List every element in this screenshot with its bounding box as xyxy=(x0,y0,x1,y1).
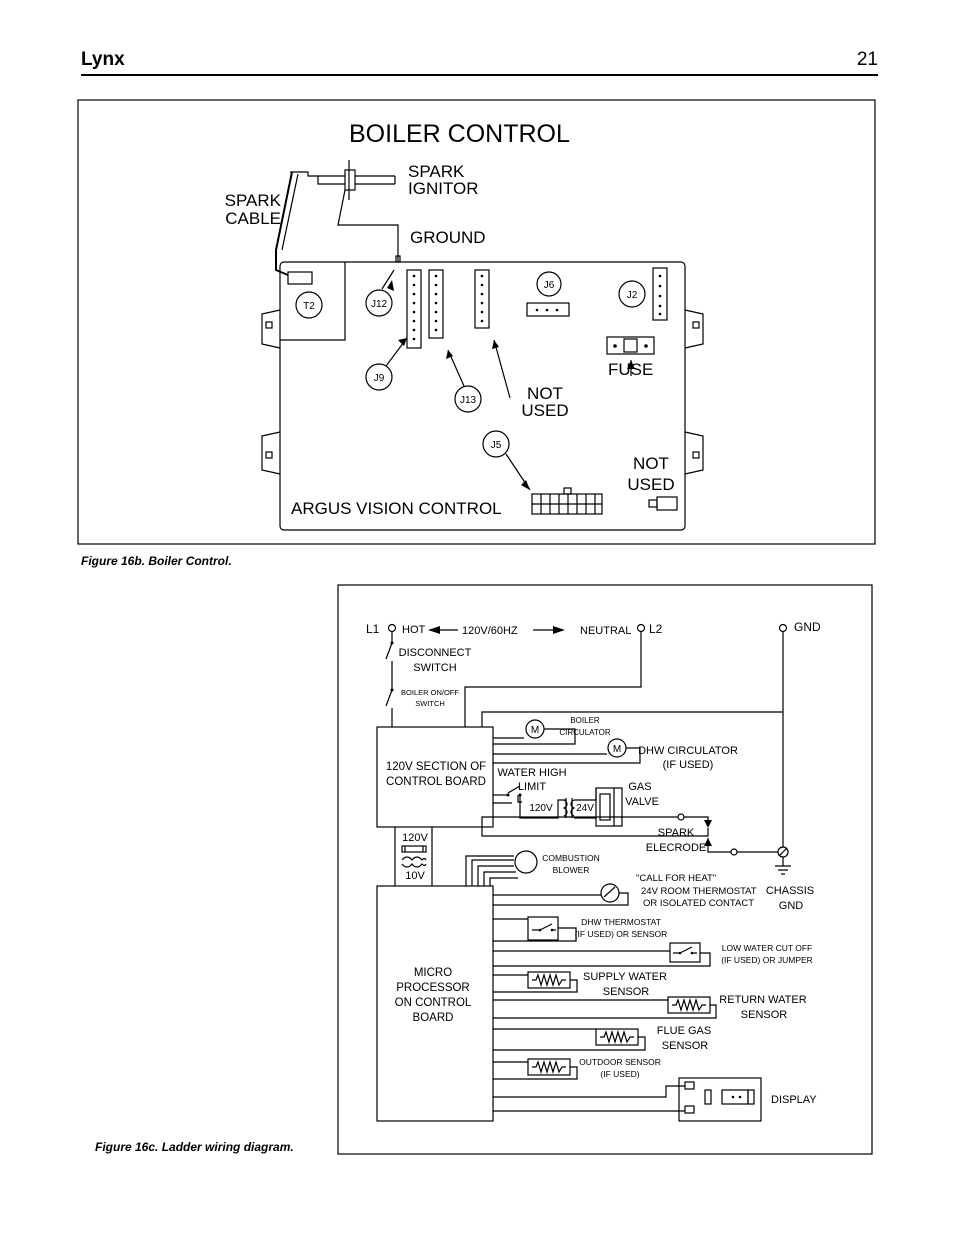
transformer-120v-label: 120V xyxy=(402,832,428,844)
call-for-heat-label: 24V ROOM THERMOSTAT xyxy=(641,886,757,897)
return-water-sensor-label: RETURN WATER xyxy=(719,994,807,1006)
supply-water-sensor-label: SUPPLY WATER xyxy=(583,971,667,983)
water-high-limit-label: LIMIT xyxy=(517,781,547,793)
boiler-onoff-label: SWITCH xyxy=(415,699,445,708)
header-pins xyxy=(387,275,661,490)
chassis-gnd-label: CHASSIS xyxy=(765,885,815,897)
microprocessor-label: ON CONTROL xyxy=(394,997,472,1009)
page-number: 21 xyxy=(856,49,878,70)
boiler-control-frame xyxy=(78,100,875,544)
neutral-label: NEUTRAL xyxy=(580,625,632,637)
disconnect-label: SWITCH xyxy=(413,662,457,674)
fuse-label: FUSE xyxy=(608,360,654,379)
l2-label: L2 xyxy=(649,622,663,636)
outdoor-sensor-label: (IF USED) xyxy=(600,1069,640,1079)
dhw-circulator-label: DHW CIRCULATOR xyxy=(638,745,738,757)
gas-valve-label: GAS xyxy=(628,781,652,793)
outdoor-sensor-label: OUTDOOR SENSOR xyxy=(579,1057,661,1067)
v24-label: 24V xyxy=(576,803,594,814)
chassis-gnd-label: GND xyxy=(778,900,804,912)
j13-label: J13 xyxy=(459,395,477,406)
supply-water-sensor-label: SENSOR xyxy=(602,986,650,998)
low-water-cutoff-label: (IF USED) OR JUMPER xyxy=(721,955,813,965)
board-tab-right-bottom xyxy=(685,432,703,474)
microprocessor-label: MICRO xyxy=(413,967,453,979)
flue-gas-sensor-label: FLUE GAS xyxy=(656,1025,712,1037)
combustion-blower-label: COMBUSTION xyxy=(542,853,600,863)
not-used-label: USED xyxy=(627,475,675,494)
call-for-heat-label: "CALL FOR HEAT" xyxy=(636,873,717,884)
l2-terminal xyxy=(638,625,645,632)
boiler-control-title: BOILER CONTROL xyxy=(349,120,570,148)
j2-label: J2 xyxy=(626,290,638,301)
dhw-thermostat-label: DHW THERMOSTAT xyxy=(581,917,661,927)
j9-header xyxy=(407,270,421,348)
spark-ignitor-label: SPARK xyxy=(408,162,465,181)
disconnect-label: DISCONNECT xyxy=(398,647,472,659)
return-water-sensor-label: SENSOR xyxy=(740,1009,788,1021)
board-tab-left-bottom xyxy=(262,432,280,474)
display-label: DISPLAY xyxy=(771,1094,817,1106)
boiler-onoff-switch xyxy=(386,690,392,706)
not-used-label: NOT xyxy=(633,454,669,473)
j12-label: J12 xyxy=(370,299,388,310)
low-water-cutoff-label: LOW WATER CUT OFF xyxy=(721,943,813,953)
combustion-blower-label: BLOWER xyxy=(552,865,590,875)
section-120v-label: 120V SECTION OF xyxy=(385,761,487,773)
boiler-circulator-label: BOILER xyxy=(570,716,600,725)
dhw-thermostat-label: (IF USED) OR SENSOR xyxy=(574,929,668,939)
hot-label: HOT xyxy=(402,624,426,636)
voltage-label: 120V/60HZ xyxy=(462,625,518,637)
combustion-blower xyxy=(515,851,537,873)
flue-gas-sensor-label: SENSOR xyxy=(661,1040,709,1052)
room-thermostat xyxy=(601,884,619,902)
display-unit xyxy=(679,1078,761,1121)
gnd-label: GND xyxy=(794,620,821,634)
unused-header xyxy=(475,270,489,328)
l1-terminal xyxy=(389,625,396,632)
disconnect-switch xyxy=(386,643,392,659)
l1-label: L1 xyxy=(366,622,380,636)
spark-cable-label: SPARK xyxy=(224,191,281,210)
v120-label: 120V xyxy=(529,803,553,814)
j5-label: J5 xyxy=(490,440,502,451)
motor-symbol: M xyxy=(530,725,540,736)
not-used-label: NOT xyxy=(527,384,563,403)
call-for-heat-label: OR ISOLATED CONTACT xyxy=(643,898,755,909)
chassis-ground-symbol xyxy=(775,866,791,874)
gnd-terminal xyxy=(780,625,787,632)
not-used-label: USED xyxy=(521,401,569,420)
gas-valve-label: VALVE xyxy=(625,796,659,808)
j6-label: J6 xyxy=(543,280,555,291)
boiler-onoff-label: BOILER ON/OFF xyxy=(401,688,459,697)
transformer-10v-label: 10V xyxy=(405,870,425,882)
spark-cable-label: CABLE xyxy=(225,209,281,228)
board-tab-left-top xyxy=(262,310,280,348)
figure-16c-caption: Figure 16c. Ladder wiring diagram. xyxy=(95,1140,294,1154)
t2-label: T2 xyxy=(303,301,315,312)
water-high-limit-label: WATER HIGH xyxy=(497,767,567,779)
spark-electrode-label: ELECRODE xyxy=(645,842,707,854)
argus-label: ARGUS VISION CONTROL xyxy=(291,499,502,518)
spark-ignitor-label: IGNITOR xyxy=(408,179,479,198)
dhw-circulator-label: (IF USED) xyxy=(662,759,714,771)
spark-electrode-label: SPARK xyxy=(657,827,695,839)
microprocessor-label: PROCESSOR xyxy=(396,982,470,994)
figure-16b-caption: Figure 16b. Boiler Control. xyxy=(81,554,232,568)
j9-label: J9 xyxy=(373,373,385,384)
brand-title: Lynx xyxy=(81,49,125,70)
board-tab-right-top xyxy=(685,310,703,348)
boiler-circulator-label: CIRCULATOR xyxy=(559,728,611,737)
microprocessor-label: BOARD xyxy=(412,1012,454,1024)
motor-symbol: M xyxy=(612,744,622,755)
ground-label: GROUND xyxy=(410,228,486,247)
section-120v-label: CONTROL BOARD xyxy=(386,776,486,788)
